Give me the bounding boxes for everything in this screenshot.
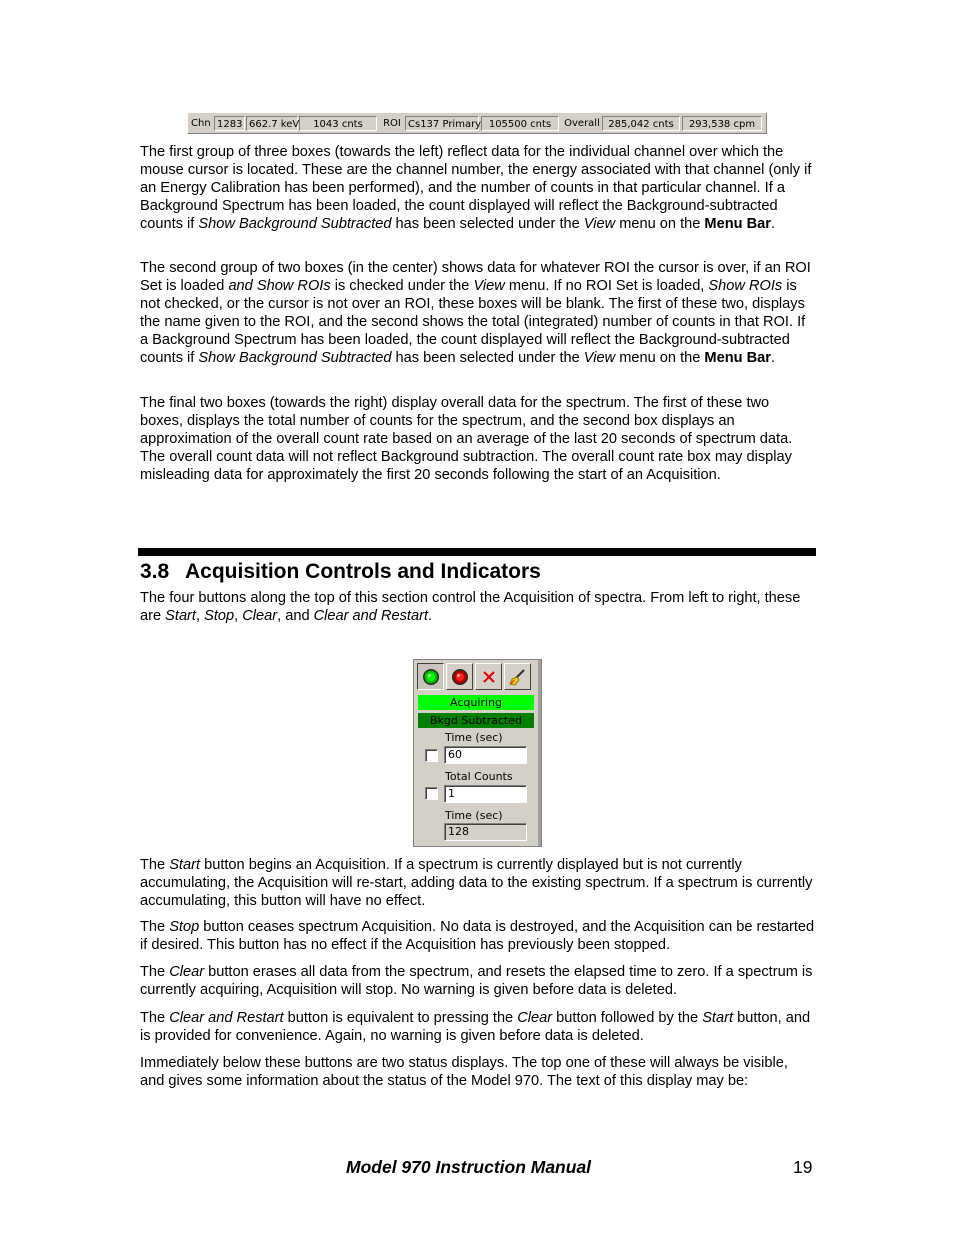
- roi-name-box: Cs137 Primary: [405, 116, 479, 131]
- text-run: Start: [702, 1010, 734, 1026]
- text-run: Clear and Restart: [313, 607, 428, 624]
- count-rate-box: 293,538 cpm: [682, 116, 762, 131]
- text-run: has been selected under the: [391, 349, 584, 366]
- preset-counts-field[interactable]: 1: [444, 785, 527, 803]
- text-run: Menu Bar: [704, 215, 771, 232]
- text-run: Clear: [242, 607, 278, 624]
- text-run: menu on the: [615, 215, 705, 232]
- text-run: .: [770, 215, 775, 232]
- energy-box: 662.7 keV: [246, 116, 298, 131]
- paragraph-stop-button: [140, 919, 816, 955]
- acquiring-status: Acquiring: [418, 695, 534, 710]
- section-rule: [138, 548, 816, 556]
- preset-counts-checkbox[interactable]: [425, 787, 438, 800]
- clear-button[interactable]: [475, 663, 502, 690]
- text-run: .: [770, 349, 775, 366]
- overall-counts-box: 285,042 cnts: [602, 116, 680, 131]
- text-run: The: [140, 1010, 170, 1026]
- start-button[interactable]: [417, 663, 444, 690]
- text-run: button is equivalent to pressing the: [283, 1010, 518, 1026]
- start-icon: [421, 667, 441, 687]
- text-run: Show Background Subtracted: [198, 215, 392, 232]
- preset-counts-label: Total Counts: [445, 770, 513, 783]
- paragraph-roi-boxes: [140, 260, 816, 367]
- text-run: The first group of three boxes (towards the left) reflect data for the individual channel over which the mouse cursor is located. These are the channel number, the energy associated with that channel (only if an Energy Calibration has been performed), and the number of counts in that particular channel. If a Background Spectrum has been loaded, the count displayed will reflect the Background-subtracted counts if: [140, 144, 812, 232]
- footer-page-number: 19: [793, 1157, 813, 1177]
- elapsed-time-field: 128: [444, 823, 527, 841]
- text-run: has been selected under the: [391, 215, 584, 232]
- text-run: Clear: [517, 1010, 553, 1026]
- section-number: 3.8: [140, 560, 170, 583]
- text-run: Clear: [169, 964, 205, 980]
- text-run: button followed by the: [552, 1010, 703, 1026]
- clear-icon: [479, 667, 499, 687]
- text-run: The second group of two boxes (in the center) shows data for whatever ROI the cursor is over, if an ROI Set is loaded: [140, 260, 811, 294]
- text-run: ,: [195, 607, 205, 624]
- roi-label: ROI: [383, 118, 401, 129]
- preset-time-checkbox[interactable]: [425, 749, 438, 762]
- text-run: Start: [165, 607, 196, 624]
- paragraph-section-intro: [140, 590, 816, 626]
- paragraph-start-button: [140, 857, 816, 911]
- text-run: Show ROIs: [708, 277, 783, 294]
- text-run: is checked under the: [330, 277, 474, 294]
- stop-button[interactable]: [446, 663, 473, 690]
- panel-edge: [538, 660, 541, 846]
- text-run: The: [140, 964, 170, 980]
- text-run: menu on the: [615, 349, 705, 366]
- clear-restart-icon: [508, 667, 528, 687]
- overall-label: Overall: [564, 118, 600, 129]
- text-run: button erases all data from the spectrum, and resets the elapsed time to zero. If a spectrum is currently acquiring, Acquisition will stop. No warning is given before data is deleted.: [140, 964, 813, 998]
- text-run: , and: [277, 607, 314, 624]
- clear-restart-button[interactable]: [504, 663, 531, 690]
- text-run: and Show ROIs: [228, 277, 331, 294]
- text-run: is not checked, or the cursor is not over an ROI, these boxes will be blank. The first of these two, displays the name given to the ROI, and the second shows the total (integrated) number of counts in that ROI. If a Background Spectrum has been loaded, the count displayed will reflect the Background-subtracted counts if: [140, 277, 806, 366]
- text-run: View: [583, 349, 616, 366]
- chn-label: Chn: [191, 118, 211, 129]
- text-run: menu. If no ROI Set is loaded,: [504, 277, 709, 294]
- paragraph-clear-button: [140, 964, 816, 1000]
- preset-time-field[interactable]: 60: [444, 746, 527, 764]
- text-run: The: [140, 857, 170, 873]
- footer-manual-title: Model 970 Instruction Manual: [346, 1157, 592, 1177]
- text-run: ,: [234, 607, 243, 624]
- preset-time-label: Time (sec): [445, 731, 503, 744]
- status-bar-figure: [187, 112, 767, 134]
- section-heading: [140, 558, 541, 586]
- paragraph-overall-boxes: [140, 395, 816, 485]
- text-run: View: [583, 215, 616, 232]
- elapsed-time-label: Time (sec): [445, 809, 503, 822]
- section-title: Acquisition Controls and Indicators: [185, 560, 541, 583]
- text-run: button begins an Acquisition. If a spectrum is currently displayed but is not currently accumulating, the Acquisition will re-start, adding data to the existing spectrum. If a spectrum is currently accumulating, this button will have no effect.: [140, 857, 813, 909]
- acquisition-panel-figure: [413, 659, 542, 847]
- text-run: The final two boxes (towards the right) display overall data for the spectrum. The first of these two boxes, displays the total number of counts for the spectrum, and the second box displays an approximation of the overall count rate based on an average of the last 20 seconds of spectrum data. The overall count data will not reflect Background subtraction. The overall count rate box may display misleading data for approximately the first 20 seconds following the start of an Acquisition.: [140, 395, 793, 483]
- text-run: Stop: [169, 919, 200, 935]
- background-status: Bkgd Subtracted: [418, 713, 534, 728]
- text-run: The four buttons along the top of this section control the Acquisition of spectra. From left to right, these are: [140, 590, 801, 624]
- text-run: Stop: [204, 607, 235, 624]
- chn-value-box: 1283: [214, 116, 245, 131]
- text-run: button, and is provided for convenience. Again, no warning is given before data is deleted.: [140, 1010, 811, 1044]
- text-run: Start: [169, 857, 201, 873]
- text-run: View: [473, 277, 505, 294]
- roi-counts-box: 105500 cnts: [481, 116, 559, 131]
- text-run: The: [140, 919, 170, 935]
- text-run: Immediately below these buttons are two status displays. The top one of these will always be visible, and gives some information about the status of the Model 970. The text of this display may be:: [140, 1055, 788, 1089]
- stop-icon: [450, 667, 470, 687]
- text-run: .: [428, 607, 433, 624]
- text-run: Show Background Subtracted: [198, 349, 392, 366]
- text-run: button ceases spectrum Acquisition. No data is destroyed, and the Acquisition can be restarted if desired. This button has no effect if the Acquisition has previously been stopped.: [140, 919, 815, 953]
- paragraph-channel-boxes: [140, 144, 816, 234]
- paragraph-clear-restart-button: [140, 1010, 816, 1046]
- channel-counts-box: 1043 cnts: [299, 116, 377, 131]
- paragraph-status-displays: [140, 1055, 816, 1091]
- text-run: Clear and Restart: [169, 1010, 284, 1026]
- text-run: Menu Bar: [704, 349, 771, 366]
